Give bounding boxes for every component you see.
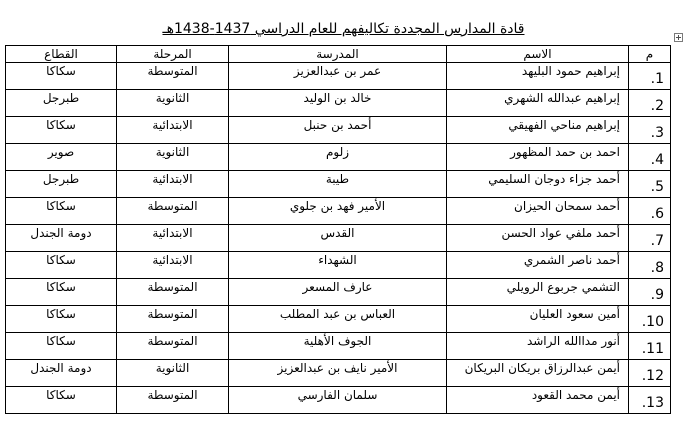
cell-name: أحمد ناصر الشمري <box>447 252 629 279</box>
header-name: الاسم <box>447 46 629 63</box>
cell-name: احمد بن حمد المظهور <box>447 144 629 171</box>
cell-school: الأمير نايف بن عبدالعزيز <box>229 360 447 387</box>
table-row <box>6 117 671 144</box>
cell-school: خالد بن الوليد <box>229 90 447 117</box>
cell-num: 11. <box>629 333 671 360</box>
cell-num: 10. <box>629 306 671 333</box>
cell-num: 12. <box>629 360 671 387</box>
table-row <box>6 306 671 333</box>
cell-name: أمين سعود العليان <box>447 306 629 333</box>
header-sector: القطاع <box>6 46 117 63</box>
cell-num: 3. <box>629 117 671 144</box>
cell-stage: الثانوية <box>117 144 229 171</box>
table-row <box>6 144 671 171</box>
header-stage: المرحلة <box>117 46 229 63</box>
table-row <box>6 279 671 306</box>
cell-school: الأمير فهد بن جلوي <box>229 198 447 225</box>
cell-name: أحمد ملفي عواد الحسن <box>447 225 629 252</box>
cell-school: الشهداء <box>229 252 447 279</box>
cell-name: إبراهيم مناحي الفهيقي <box>447 117 629 144</box>
cell-stage: المتوسطة <box>117 387 229 414</box>
cell-stage: الثانوية <box>117 90 229 117</box>
header-school: المدرسة <box>229 46 447 63</box>
cell-name: إبراهيم عبدالله الشهري <box>447 90 629 117</box>
cell-num: 2. <box>629 90 671 117</box>
header-num: م <box>629 46 671 63</box>
cell-school: العباس بن عبد المطلب <box>229 306 447 333</box>
cell-name: أيمن محمد القعود <box>447 387 629 414</box>
cell-stage: الابتدائية <box>117 252 229 279</box>
cell-num: 4. <box>629 144 671 171</box>
table-body <box>6 63 671 414</box>
cell-school: الجوف الأهلية <box>229 333 447 360</box>
cell-num: 1. <box>629 63 671 90</box>
cell-name: إبراهيم حمود البليهد <box>447 63 629 90</box>
table-row <box>6 360 671 387</box>
cell-sector: سكاكا <box>6 306 117 333</box>
cell-num: 9. <box>629 279 671 306</box>
cell-num: 6. <box>629 198 671 225</box>
cell-sector: سكاكا <box>6 387 117 414</box>
cell-name: أنور مداالله الراشد <box>447 333 629 360</box>
cell-sector: سكاكا <box>6 117 117 144</box>
cell-sector: دومة الجندل <box>6 360 117 387</box>
cell-sector: سكاكا <box>6 333 117 360</box>
cell-sector: سكاكا <box>6 252 117 279</box>
cell-stage: المتوسطة <box>117 198 229 225</box>
table-row <box>6 387 671 414</box>
cell-stage: المتوسطة <box>117 333 229 360</box>
cell-stage: الابتدائية <box>117 117 229 144</box>
cell-stage: الابتدائية <box>117 171 229 198</box>
cell-name: أحمد جزاء دوجان السليمي <box>447 171 629 198</box>
table-row <box>6 333 671 360</box>
cell-school: زلوم <box>229 144 447 171</box>
page-title: قادة المدارس المجددة تكاليفهم للعام الدراسي 1437-1438هـ <box>162 21 525 37</box>
cell-school: سلمان الفارسي <box>229 387 447 414</box>
table-row <box>6 252 671 279</box>
cell-sector: سكاكا <box>6 63 117 90</box>
table-header-row <box>6 46 671 63</box>
cell-num: 5. <box>629 171 671 198</box>
cell-school: القدس <box>229 225 447 252</box>
cell-stage: الابتدائية <box>117 225 229 252</box>
cell-stage: الثانوية <box>117 360 229 387</box>
cell-sector: طبرجل <box>6 171 117 198</box>
cell-school: أحمد بن حنبل <box>229 117 447 144</box>
cell-stage: المتوسطة <box>117 279 229 306</box>
table-row <box>6 225 671 252</box>
cell-stage: المتوسطة <box>117 63 229 90</box>
table-row <box>6 198 671 225</box>
table-move-handle-icon[interactable] <box>674 33 683 42</box>
cell-sector: سكاكا <box>6 198 117 225</box>
cell-name: أحمد سمحان الحيزان <box>447 198 629 225</box>
cell-school: عارف المسعر <box>229 279 447 306</box>
cell-num: 8. <box>629 252 671 279</box>
cell-num: 7. <box>629 225 671 252</box>
cell-sector: سكاكا <box>6 279 117 306</box>
table-row <box>6 171 671 198</box>
table-row <box>6 63 671 90</box>
leaders-table <box>5 45 671 414</box>
cell-name: التشمي جربوع الرويلي <box>447 279 629 306</box>
cell-sector: دومة الجندل <box>6 225 117 252</box>
cell-sector: صوير <box>6 144 117 171</box>
table-row <box>6 90 671 117</box>
cell-name: أيمن عبدالرزاق بريكان البريكان <box>447 360 629 387</box>
cell-sector: طبرجل <box>6 90 117 117</box>
cell-stage: المتوسطة <box>117 306 229 333</box>
cell-school: عمر بن عبدالعزيز <box>229 63 447 90</box>
cell-num: 13. <box>629 387 671 414</box>
cell-school: طيبة <box>229 171 447 198</box>
